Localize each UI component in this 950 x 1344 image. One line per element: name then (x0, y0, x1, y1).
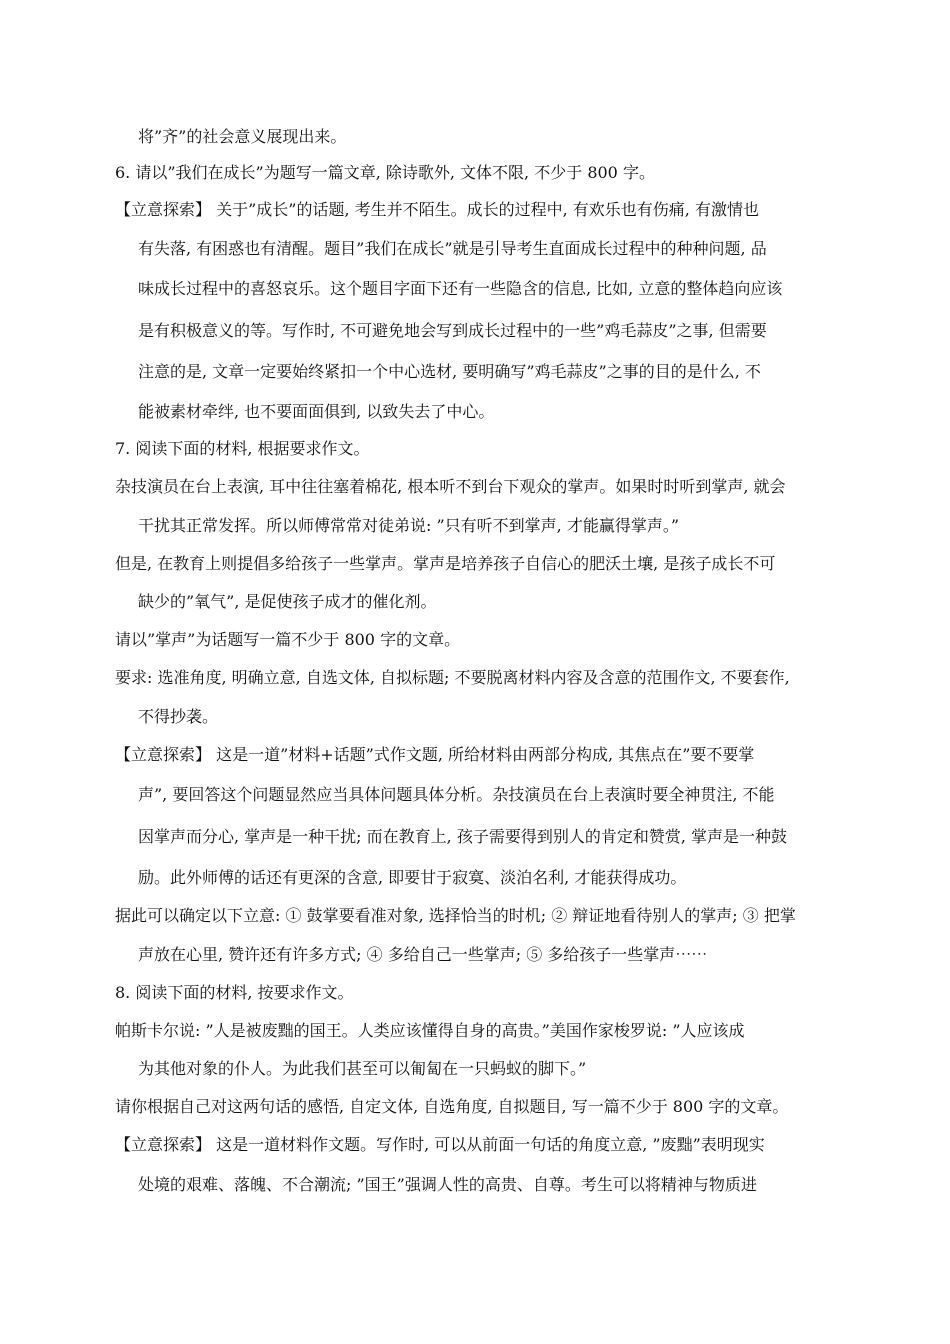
text-line: 能被素材牵绊, 也不要面面俱到, 以致失去了中心。 (138, 402, 495, 421)
text-line: 注意的是, 文章一定要始终紧扣一个中心选材, 要明确写”鸡毛蒜皮”之事的目的是什么, 不 (138, 362, 761, 381)
question-7: 7. 阅读下面的材料, 根据要求作文。 (115, 439, 370, 458)
text-line: 声放在心里, 赞许还有许多方式; ④ 多给自己一些掌声; ⑤ 多给孩子一些掌声⋯⋯ (138, 945, 708, 964)
text-line: 帕斯卡尔说: ”人是被废黜的国王。人类应该懂得自身的高贵。”美国作家梭罗说: ”人应该成 (115, 1021, 745, 1040)
text-line: 但是, 在教育上则提倡多给孩子一些掌声。掌声是培养孩子自信心的肥沃土壤, 是孩子成长不可 (115, 554, 776, 573)
question-8: 8. 阅读下面的材料, 按要求作文。 (115, 983, 354, 1002)
text-line: 处境的艰难、落魄、不合潮流; ”国王”强调人性的高贵、自尊。考生可以将精神与物质进 (138, 1175, 757, 1194)
text-line: 味成长过程中的喜怒哀乐。这个题目字面下还有一些隐含的信息, 比如, 立意的整体趋向应该 (138, 279, 783, 298)
text-line: 有失落, 有困惑也有清醒。题目”我们在成长”就是引导考生直面成长过程中的种种问题, 品 (138, 239, 767, 258)
text-line: 【立意探索】 关于”成长”的话题, 考生并不陌生。成长的过程中, 有欢乐也有伤痛, 有激情也 (115, 200, 759, 219)
text-line: 缺少的”氧气”, 是促使孩子成才的催化剂。 (138, 592, 437, 611)
text-line: 【立意探索】 这是一道材料作文题。写作时, 可以从前面一句话的角度立意, ”废黜”表明现实 (115, 1135, 765, 1154)
text-line: 因掌声而分心, 掌声是一种干扰; 而在教育上, 孩子需要得到别人的肯定和赞赏, 掌声是一种鼓 (138, 827, 787, 846)
text-line: 干扰其正常发挥。所以师傅常常对徒弟说: ”只有听不到掌声, 才能赢得掌声。” (138, 516, 680, 535)
text-line: 请以”掌声”为话题写一篇不少于 800 字的文章。 (115, 630, 461, 649)
text-line: 是有积极意义的等。写作时, 不可避免地会写到成长过程中的一些”鸡毛蒜皮”之事, 但需要 (138, 321, 767, 340)
text-line: 不得抄袭。 (138, 707, 219, 726)
text-line: 杂技演员在台上表演, 耳中往往塞着棉花, 根本听不到台下观众的掌声。如果时时听到掌声, 就会 (115, 477, 786, 496)
question-6: 6. 请以”我们在成长”为题写一篇文章, 除诗歌外, 文体不限, 不少于 800 字。 (115, 163, 655, 182)
text-line: 声”, 要回答这个问题显然应当具体问题具体分析。杂技演员在台上表演时要全神贯注, 不能 (138, 785, 775, 804)
text-line: 励。此外师傅的话还有更深的含意, 即要甘于寂寞、淡泊名利, 才能获得成功。 (138, 868, 687, 887)
text-line: 请你根据自己对这两句话的感悟, 自定文体, 自选角度, 自拟题目, 写一篇不少于 800 字的文章。 (115, 1097, 789, 1116)
text-line: 将”齐”的社会意义展现出来。 (138, 127, 347, 146)
text-line: 据此可以确定以下立意: ① 鼓掌要看准对象, 选择恰当的时机; ② 辩证地看待别人的掌声; ③ 把掌 (115, 906, 796, 925)
text-line: 为其他对象的仆人。为此我们甚至可以匍匐在一只蚂蚁的脚下。” (138, 1059, 587, 1078)
text-line: 【立意探索】 这是一道”材料+话题”式作文题, 所给材料由两部分构成, 其焦点在”要不要掌 (115, 745, 755, 764)
text-line: 要求: 选准角度, 明确立意, 自选文体, 自拟标题; 不要脱离材料内容及含意的范围作文, 不要套作, (115, 668, 790, 687)
